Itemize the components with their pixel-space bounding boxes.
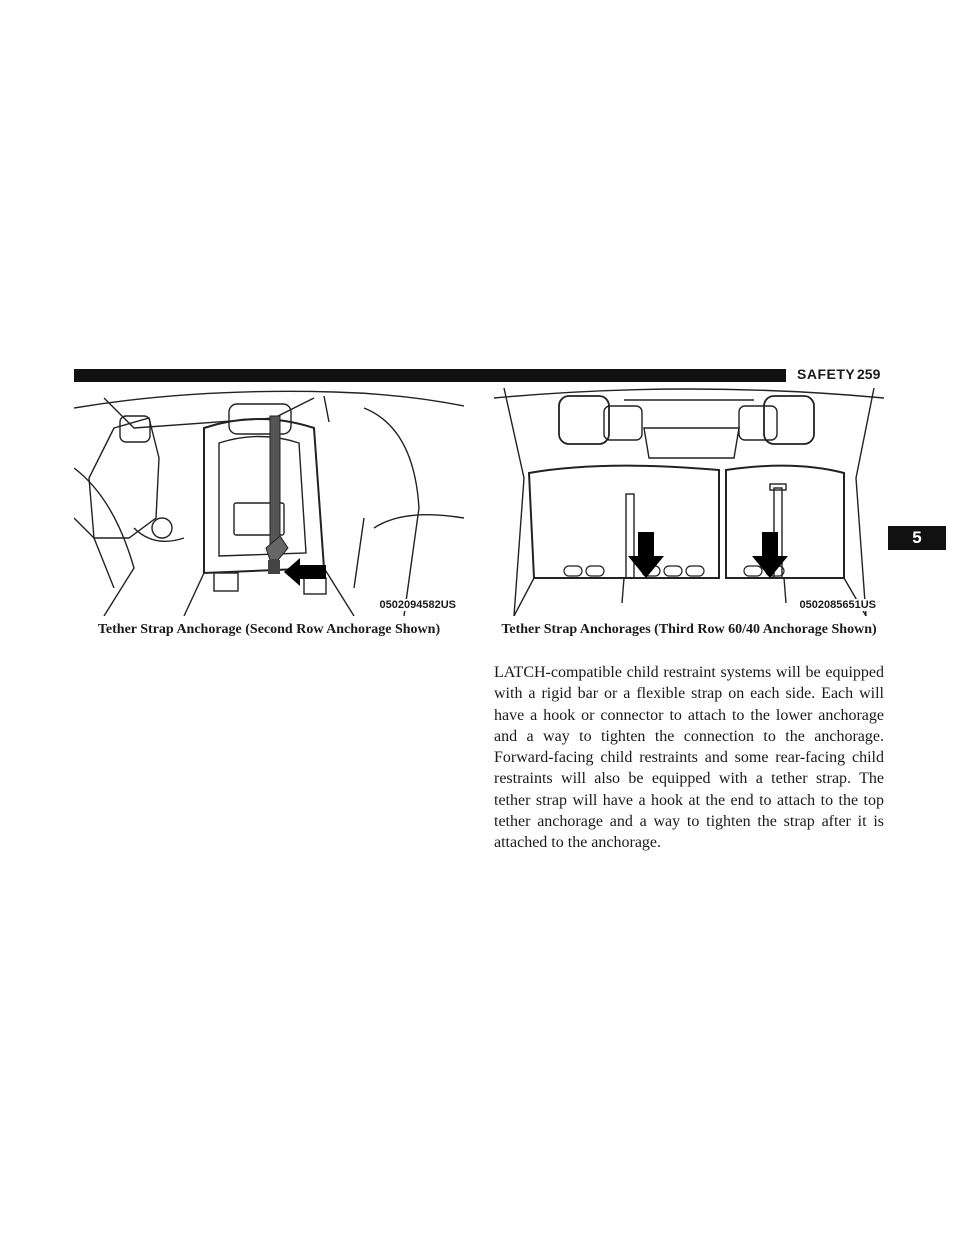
body-paragraph: LATCH-compatible child restraint systems will be equipped with a rigid bar or a flexible strap on each side. Each will have a hook or connector to attach to the lower anchorage and a way to tighten the connection to the anchorage. Forward-facing child restraints and some rear-facing child restraints will also be equipped with a tether strap. The tether strap will have a hook at the end to attach to the top tether anchorage and a way to tighten the strap after it is attached to the anchorage. bbox=[494, 664, 884, 852]
third-row-illustration bbox=[494, 388, 884, 616]
figure-third-row-anchorage bbox=[494, 388, 884, 616]
figure-second-row-anchorage bbox=[74, 388, 464, 616]
figure-caption: Tether Strap Anchorages (Third Row 60/40 Anchorage Shown) bbox=[501, 622, 877, 637]
figure-caption: Tether Strap Anchorage (Second Row Anchorage Shown) bbox=[97, 622, 441, 637]
section-title: SAFETY bbox=[797, 366, 856, 382]
chapter-tab: 5 bbox=[888, 526, 946, 550]
second-row-illustration bbox=[74, 388, 464, 616]
header-rule bbox=[74, 369, 786, 382]
figure-code: 0502094582US bbox=[379, 599, 456, 611]
figure-code: 0502085651US bbox=[799, 599, 876, 611]
page-number: 259 bbox=[857, 366, 881, 382]
